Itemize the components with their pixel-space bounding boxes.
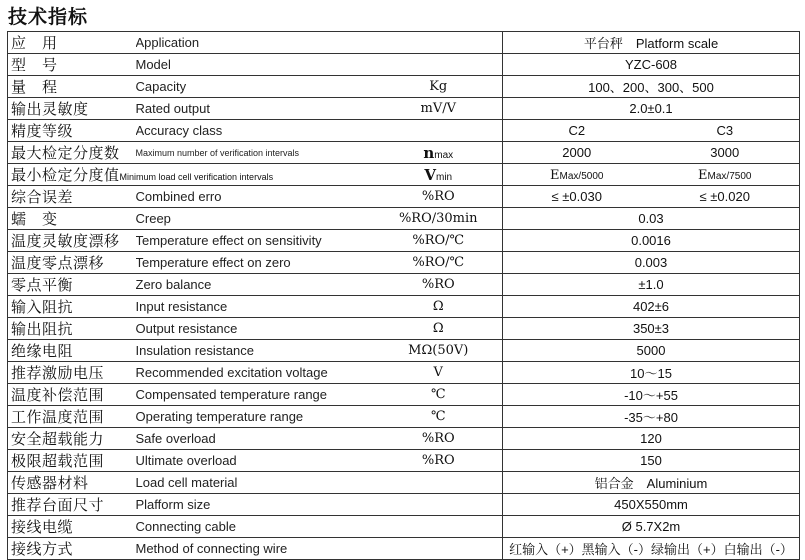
unit-sub: max: [434, 149, 454, 161]
row-cn-label: 精度等级: [8, 120, 136, 142]
row-unit: [375, 54, 503, 76]
row-value: -10～+55: [503, 384, 800, 406]
row-cn-text: 最小检定分度值: [11, 166, 120, 184]
row-unit: Ω: [375, 296, 503, 318]
row-en-label: Zero balance: [136, 274, 375, 296]
row-unit: Ω: [375, 318, 503, 340]
row-value: -35～+80: [503, 406, 800, 428]
row-value: YZC-608: [503, 54, 800, 76]
value-main: E: [698, 167, 708, 183]
row-value: 402±6: [503, 296, 800, 318]
row-unit: [375, 142, 503, 164]
table-row: [8, 98, 800, 120]
row-cn-label: 温度零点漂移: [8, 252, 136, 274]
row-value-c2: ≤ ±0.030: [503, 186, 651, 208]
value-sub: Max/5000: [559, 170, 604, 182]
row-en-label: Model: [136, 54, 375, 76]
row-value: 150: [503, 450, 800, 472]
row-value-c3: C3: [651, 120, 800, 142]
row-cn-label: 量 程: [8, 76, 136, 98]
row-cn-label: [8, 164, 274, 186]
row-cn-label: 推荐台面尺寸: [8, 494, 136, 516]
unit-sub: min: [436, 171, 453, 183]
row-unit: %RO/℃: [375, 230, 503, 252]
row-en-label: Compensated temperature range: [136, 384, 375, 406]
table-row: [8, 450, 800, 472]
row-unit: ℃: [375, 384, 503, 406]
table-row: [8, 296, 800, 318]
row-en-label: Plafform size: [136, 494, 375, 516]
table-row: [8, 142, 800, 164]
row-en-label: Capacity: [136, 76, 375, 98]
row-value-c3: ≤ ±0.020: [651, 186, 800, 208]
row-cn-label: 零点平衡: [8, 274, 136, 296]
page-title: 技术指标: [8, 6, 89, 28]
row-cn-label: 工作温度范围: [8, 406, 136, 428]
row-value: ±1.0: [503, 274, 800, 296]
table-row: [8, 428, 800, 450]
row-en-label: Combined erro: [136, 186, 375, 208]
row-cn-label: 输出灵敏度: [8, 98, 136, 120]
table-row: [8, 252, 800, 274]
table-row: [8, 538, 800, 560]
row-value-c3: 3000: [651, 142, 800, 164]
table-row: [8, 274, 800, 296]
row-en-label: Application: [136, 32, 375, 54]
row-value: 100、200、300、500: [503, 76, 800, 98]
row-value: 450X550mm: [503, 494, 800, 516]
row-en-label: Method of connecting wire: [136, 538, 375, 560]
row-value: 0.003: [503, 252, 800, 274]
row-en-label: Rated output: [136, 98, 375, 120]
row-cn-label: 温度灵敏度漂移: [8, 230, 136, 252]
row-unit: [375, 32, 503, 54]
row-value: 0.0016: [503, 230, 800, 252]
value-main: E: [550, 167, 560, 183]
row-unit: [375, 494, 503, 516]
row-unit: [375, 120, 503, 142]
row-cn-label: 最大检定分度数: [8, 142, 136, 164]
row-en-label: Safe overload: [136, 428, 375, 450]
table-row: [8, 186, 800, 208]
row-en-label: Output resistance: [136, 318, 375, 340]
row-unit: %RO: [375, 186, 503, 208]
row-unit: MΩ(50V): [375, 340, 503, 362]
table-row: [8, 164, 800, 186]
row-cn-label: 传感器材料: [8, 472, 136, 494]
row-cn-label: 应 用: [8, 32, 136, 54]
row-unit: mV/V: [375, 98, 503, 120]
table-row: [8, 32, 800, 54]
unit-main: n: [423, 143, 435, 162]
table-row: [8, 472, 800, 494]
row-cn-label: 绝缘电阻: [8, 340, 136, 362]
row-value: 平台秤 Platform scale: [503, 32, 800, 54]
table-row: [8, 494, 800, 516]
row-unit: %RO: [375, 274, 503, 296]
value-sub: Max/7500: [707, 170, 752, 182]
table-row: [8, 406, 800, 428]
row-en-label: Connecting cable: [136, 516, 375, 538]
row-en-label: Creep: [136, 208, 375, 230]
table-row: [8, 384, 800, 406]
row-cn-label: 输入阻抗: [8, 296, 136, 318]
row-value-c2: [503, 164, 651, 186]
row-value: 10～15: [503, 362, 800, 384]
table-row: [8, 318, 800, 340]
row-en-label: Temperature effect on sensitivity: [136, 230, 375, 252]
row-unit: %RO/30min: [375, 208, 503, 230]
row-en-label: Insulation resistance: [136, 340, 375, 362]
row-unit: ℃: [375, 406, 503, 428]
row-cn-label: 输出阻抗: [8, 318, 136, 340]
spec-table: [7, 31, 800, 560]
table-row: [8, 230, 800, 252]
unit-main: V: [424, 165, 436, 184]
row-cn-label: 接线方式: [8, 538, 136, 560]
table-row: [8, 362, 800, 384]
row-en-label: Maximum number of verification intervals: [136, 142, 375, 164]
row-unit: V: [375, 362, 503, 384]
row-cn-label: 蠕 变: [8, 208, 136, 230]
row-unit: [375, 538, 503, 560]
table-row: [8, 340, 800, 362]
row-unit: %RO: [375, 428, 503, 450]
row-value: 120: [503, 428, 800, 450]
row-unit: [375, 516, 503, 538]
table-row: [8, 208, 800, 230]
row-unit: [375, 164, 503, 186]
row-unit: %RO: [375, 450, 503, 472]
row-value: 350±3: [503, 318, 800, 340]
row-value: 2.0±0.1: [503, 98, 800, 120]
row-en-label: Input resistance: [136, 296, 375, 318]
row-cn-label: 温度补偿范围: [8, 384, 136, 406]
row-value-c3: [651, 164, 800, 186]
row-unit: %RO/℃: [375, 252, 503, 274]
row-en-label: Minimum load cell verification intervals: [119, 172, 274, 182]
row-cn-label: 安全超载能力: [8, 428, 136, 450]
row-cn-label: 型 号: [8, 54, 136, 76]
row-value-c2: C2: [503, 120, 651, 142]
row-value-c2: 2000: [503, 142, 651, 164]
row-value: 红输入（+）黑输入（-）绿输出（+）白输出（-）: [503, 538, 800, 560]
row-cn-label: 极限超载范围: [8, 450, 136, 472]
row-cn-label: 推荐激励电压: [8, 362, 136, 384]
table-row: [8, 120, 800, 142]
table-row: [8, 54, 800, 76]
row-cn-label: 接线电缆: [8, 516, 136, 538]
row-en-label: Accuracy class: [136, 120, 375, 142]
row-unit: [375, 472, 503, 494]
row-value: 0.03: [503, 208, 800, 230]
row-cn-label: 综合误差: [8, 186, 136, 208]
row-en-label: Temperature effect on zero: [136, 252, 375, 274]
row-en-label: Ultimate overload: [136, 450, 375, 472]
row-en-label: Operating temperature range: [136, 406, 375, 428]
table-row: [8, 76, 800, 98]
row-en-label: Recommended excitation voltage: [136, 362, 375, 384]
row-value: 5000: [503, 340, 800, 362]
row-value: Ø 5.7X2m: [503, 516, 800, 538]
table-row: [8, 516, 800, 538]
row-unit: Kg: [375, 76, 503, 98]
row-en-label: Load cell material: [136, 472, 375, 494]
row-value: 铝合金 Aluminium: [503, 472, 800, 494]
